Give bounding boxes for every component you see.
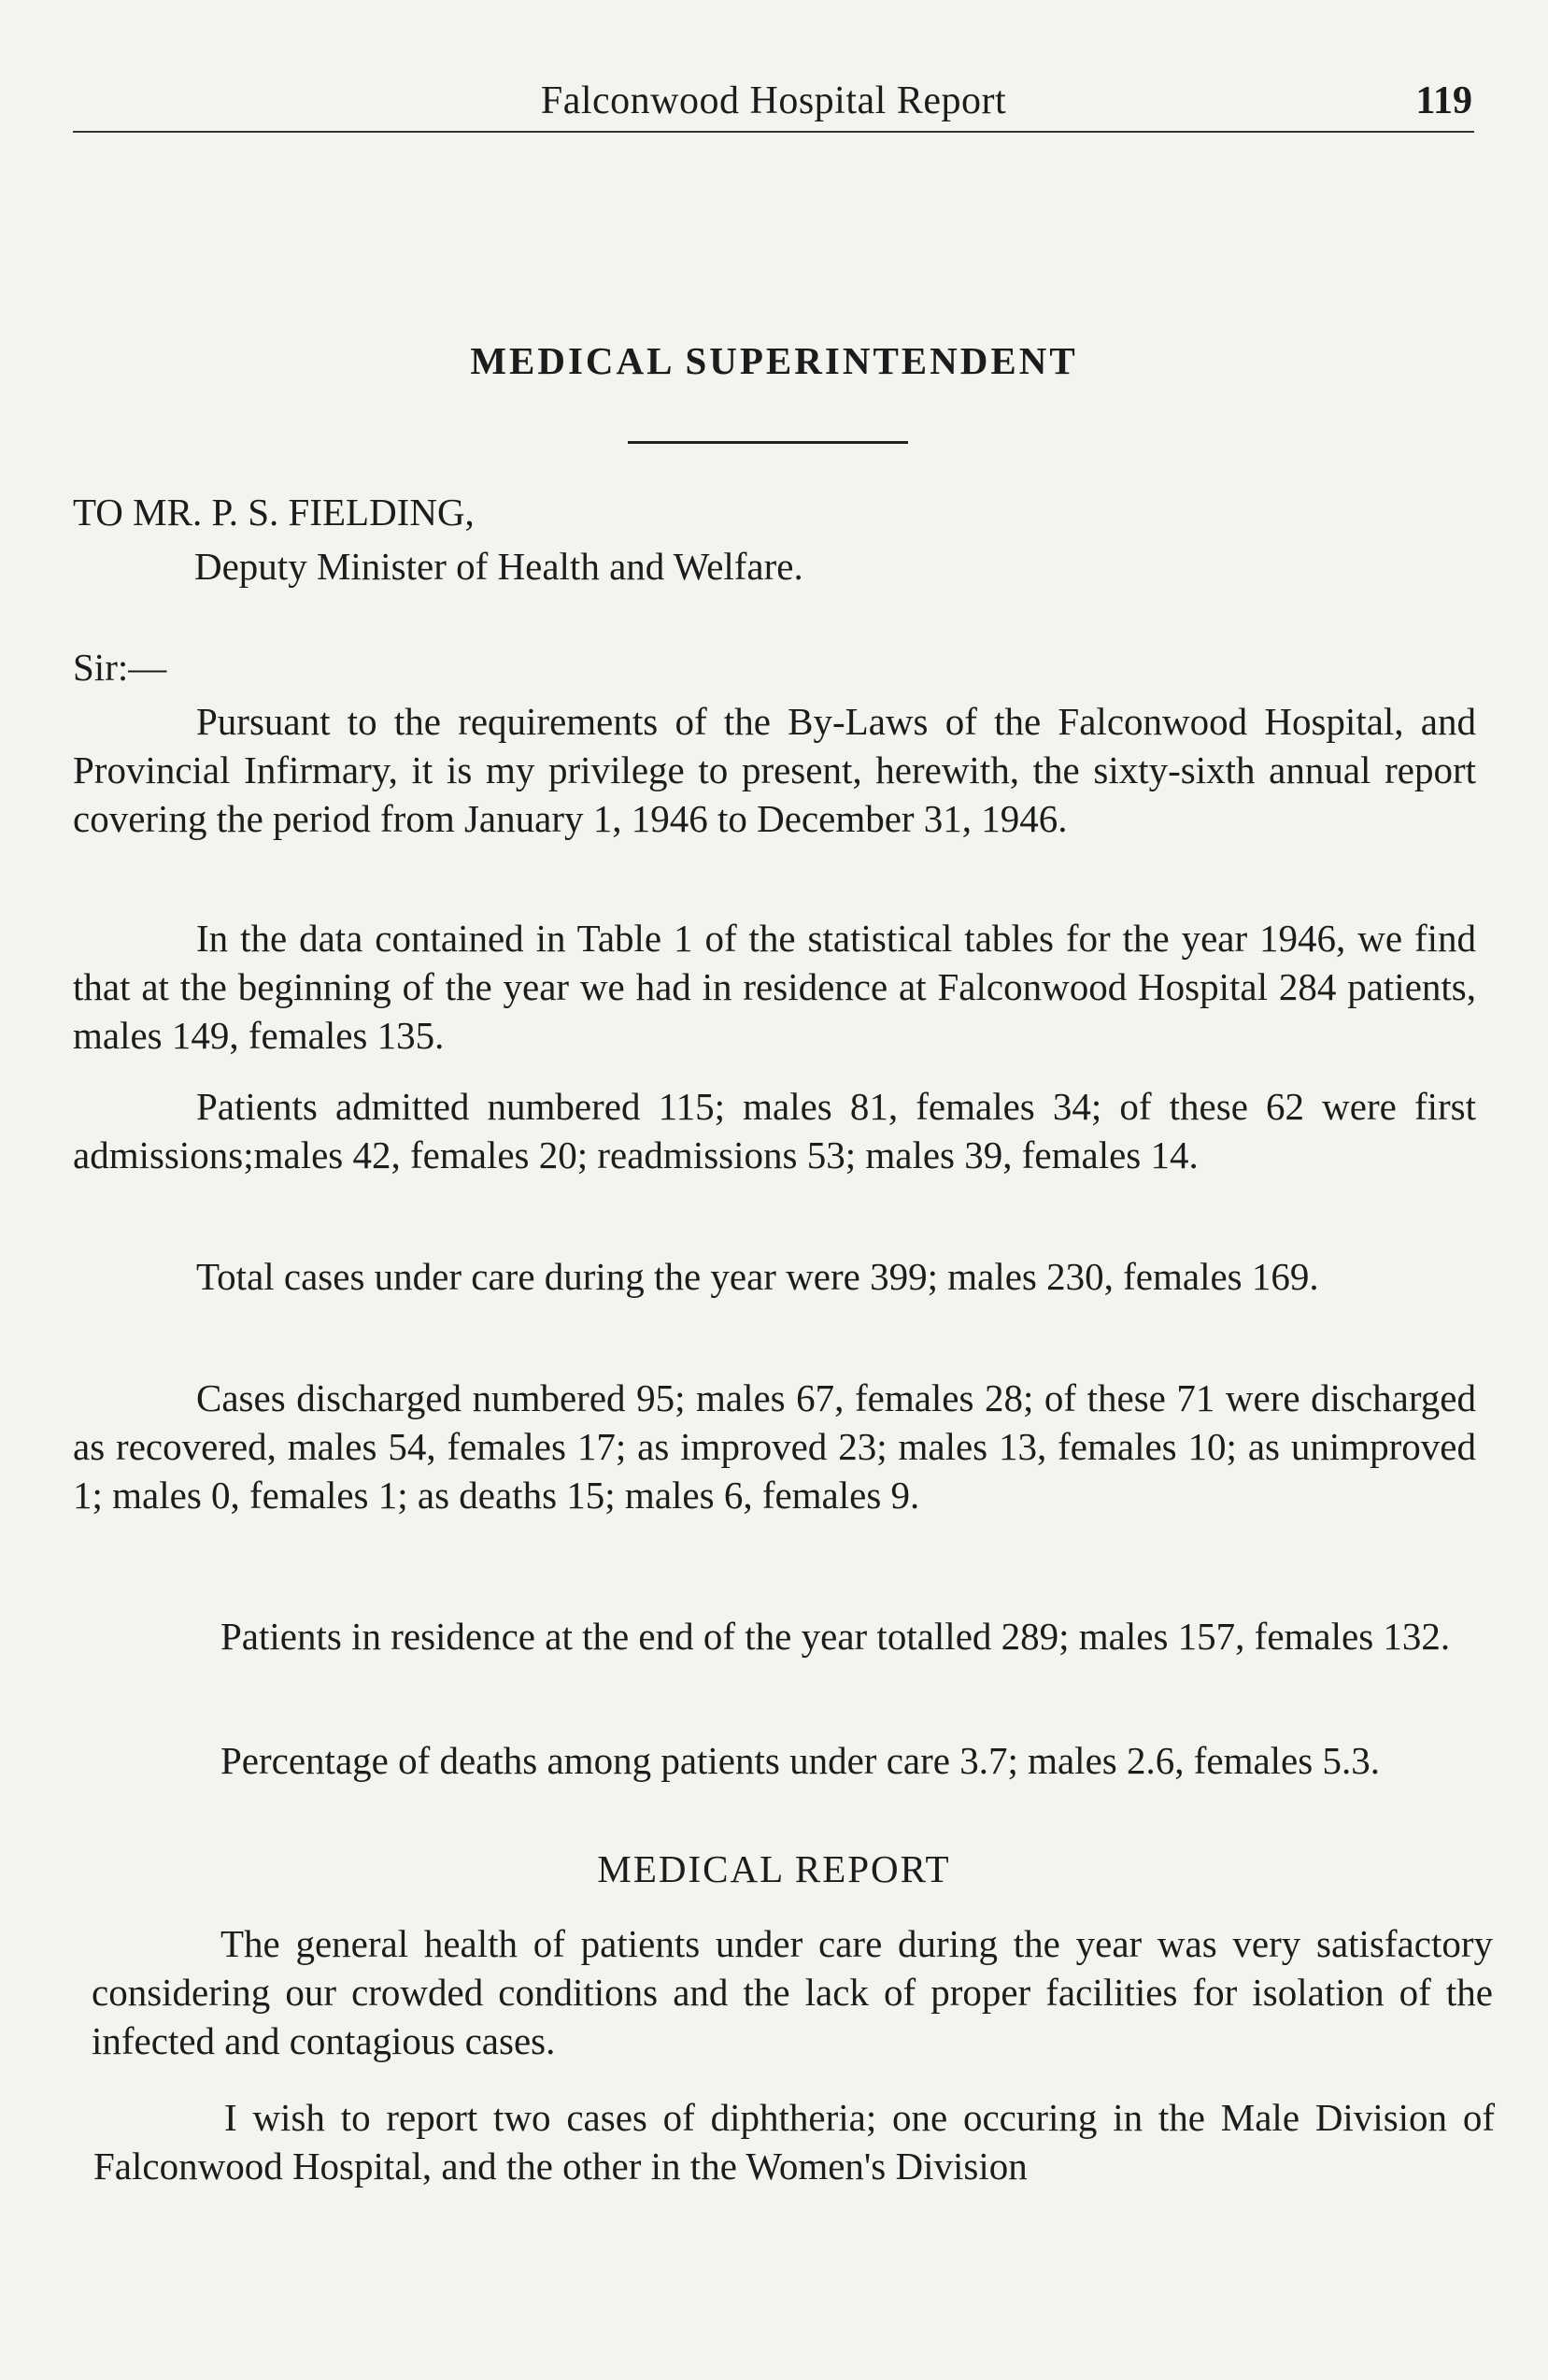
page-number: 119 [1415,79,1472,122]
paragraph-residence-end: Patients in residence at the end of the year totalled 289; males 157, females 132. [220,1615,1451,1658]
paragraph-total-cases: Total cases under care during the year were 399; males 230, females 169. [196,1255,1319,1298]
paragraph-discharges: Cases discharged numbered 95; males 67, females 28; of these 71 were discharged as recovered, males 54, females 17; as improved 23; males 13, females 10; as unimproved 1; males 0, females 1; as deaths 15; males 6, females 9. [73,1376,1476,1517]
running-header [73,78,1474,133]
medical-report-heading: MEDICAL REPORT [597,1847,951,1890]
paragraph-death-percentage: Percentage of deaths among patients under care 3.7; males 2.6, females 5.3. [220,1739,1380,1782]
running-title: Falconwood Hospital Report [540,79,1007,122]
addressee-name: TO MR. P. S. FIELDING, [73,491,475,534]
paragraph-diphtheria: I wish to report two cases of diphtheria; one occuring in the Male Division of Falconwood Hospital, and the other in the Women's Division [93,2096,1495,2188]
paragraph-bylaws: Pursuant to the requirements of the By-Laws of the Falconwood Hospital, and Provincial Infirmary, it is my privilege to present, herewith, the sixty-sixth annual report covering the period from January 1, 1946 to December 31, 1946. [73,700,1476,840]
paragraph-general-health: The general health of patients under care during the year was very satisfactory considering our crowded conditions and the lack of proper facilities for isolation of the infected and contagious cases. [92,1922,1493,2062]
salutation: Sir:— [73,646,167,689]
paragraph-admissions: Patients admitted numbered 115; males 81, females 34; of these 62 were first admissions;males 42, females 20; readmissions 53; males 39, females 14. [73,1085,1476,1176]
paragraph-residence-start: In the data contained in Table 1 of the statistical tables for the year 1946, we find that at the beginning of the year we had in residence at Falconwood Hospital 284 patients, males 149, females 135. [73,917,1476,1057]
title-rule [628,441,908,444]
addressee-title: Deputy Minister of Health and Welfare. [194,545,803,588]
section-title: MEDICAL SUPERINTENDENT [470,339,1078,382]
